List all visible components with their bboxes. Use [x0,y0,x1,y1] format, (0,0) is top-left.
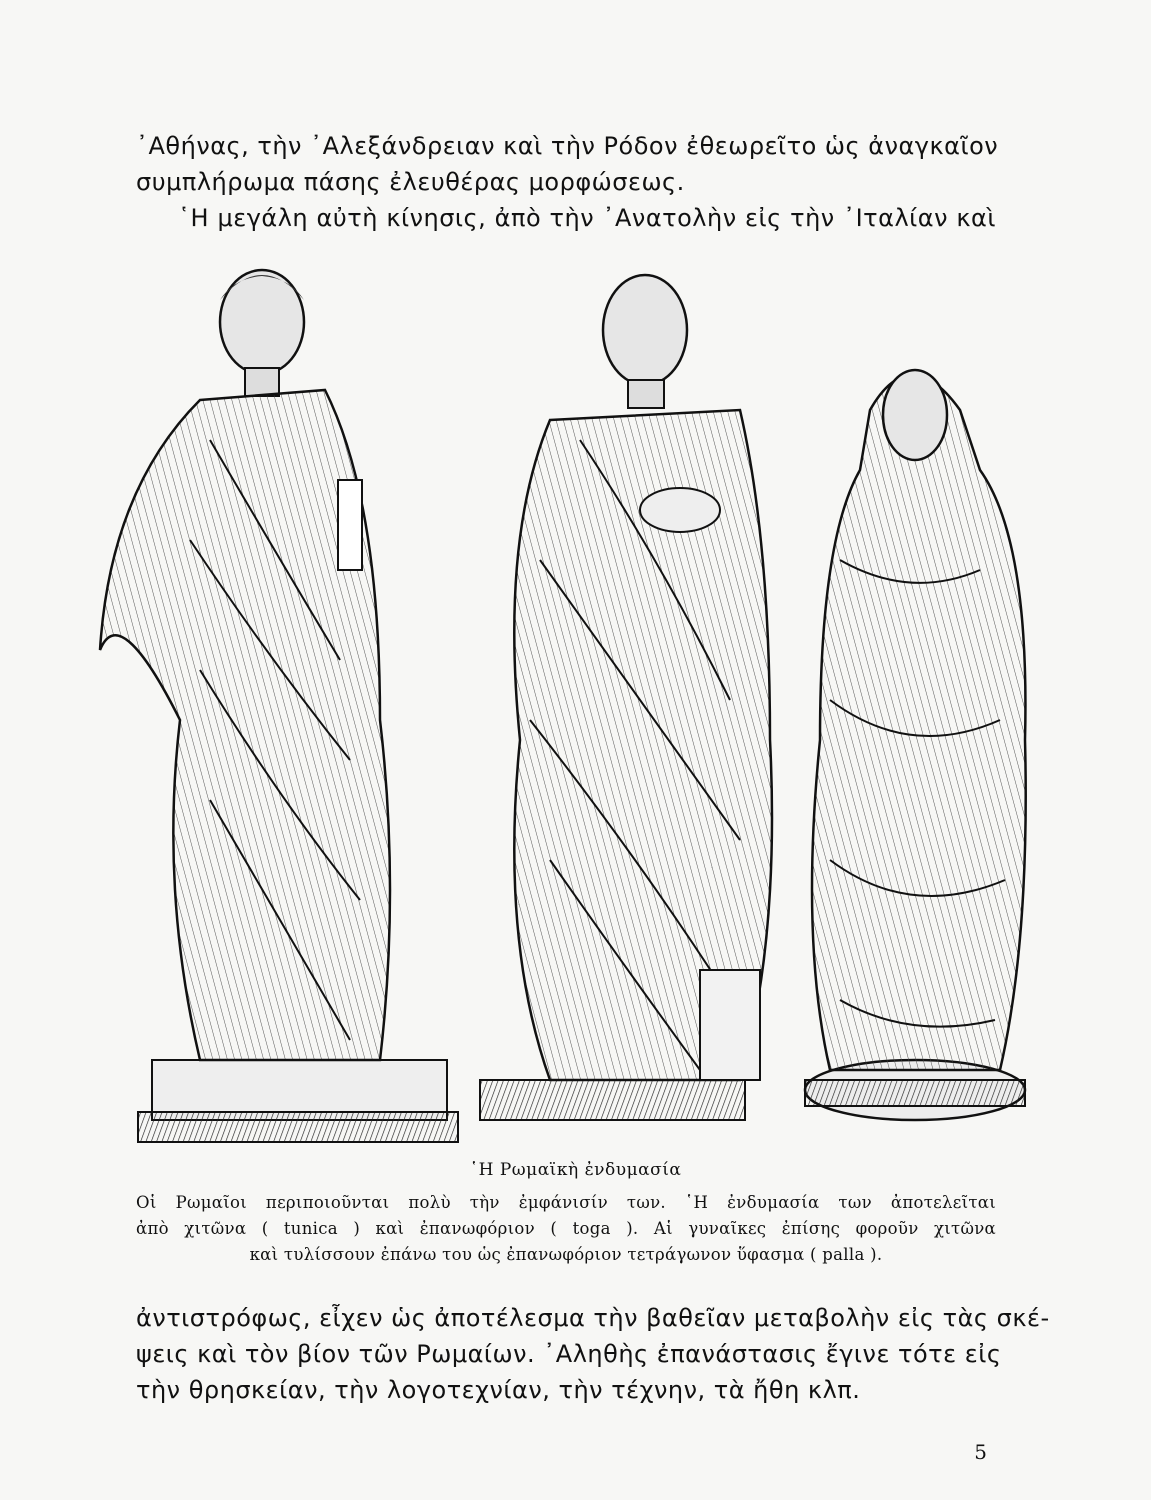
paragraph-top [136,128,999,236]
figure-caption [136,1190,996,1268]
roman-statues-illustration [80,240,1070,1150]
male-statue-center [480,275,772,1120]
text-line: τὴν θρησκείαν, τὴν λογοτεχνίαν, τὴν τέχνην, τὰ ἤθη κλπ. [136,1376,861,1404]
text-line: συμπλήρωμα πάσης ἐλευθέρας μορφώσεως. [136,168,685,196]
female-statue-right [805,370,1026,1120]
paragraph-bottom [136,1300,1050,1408]
text-line: ἀντιστρόφως, εἶχεν ὡς ἀποτέλεσμα τὴν βαθεῖαν μεταβολὴν εἰς τὰς σκέ- [136,1304,1050,1332]
figure-title: ῾Η Ρωμαϊκὴ ἐνδυμασία [469,1160,682,1180]
caption-line: Οἱ Ρωμαῖοι περιποιοῦνται πολὺ τὴν ἐμφάνισίν των. ῾Η ἐνδυμασία των ἀποτελεῖται [136,1193,996,1212]
text-line: ᾿Αθήνας, τὴν ᾿Αλεξάνδρειαν καὶ τὴν Ρόδον ἐθεωρεῖτο ὡς ἀναγκαῖον [136,132,999,160]
male-statue-left [100,270,458,1142]
text-line: ψεις καὶ τὸν βίον τῶν Ρωμαίων. ᾿Αληθὴς ἐπανάστασις ἔγινε τότε εἰς [136,1340,1002,1368]
caption-line: καὶ τυλίσσουν ἐπάνω του ὡς ἐπανωφόριον τετράγωνον ὕφασμα ( palla ). [249,1245,883,1264]
page-number: 5 [974,1440,987,1464]
text-line: ῾Η μεγάλη αὐτὴ κίνησις, ἀπὸ τὴν ᾿Ανατολὴν εἰς τὴν ᾿Ιταλίαν καὶ [178,204,996,232]
caption-line: ἀπὸ χιτῶνα ( tunica ) καὶ ἐπανωφόριον ( toga ). Αἱ γυναῖκες ἐπίσης φοροῦν χιτῶνα [136,1219,996,1238]
